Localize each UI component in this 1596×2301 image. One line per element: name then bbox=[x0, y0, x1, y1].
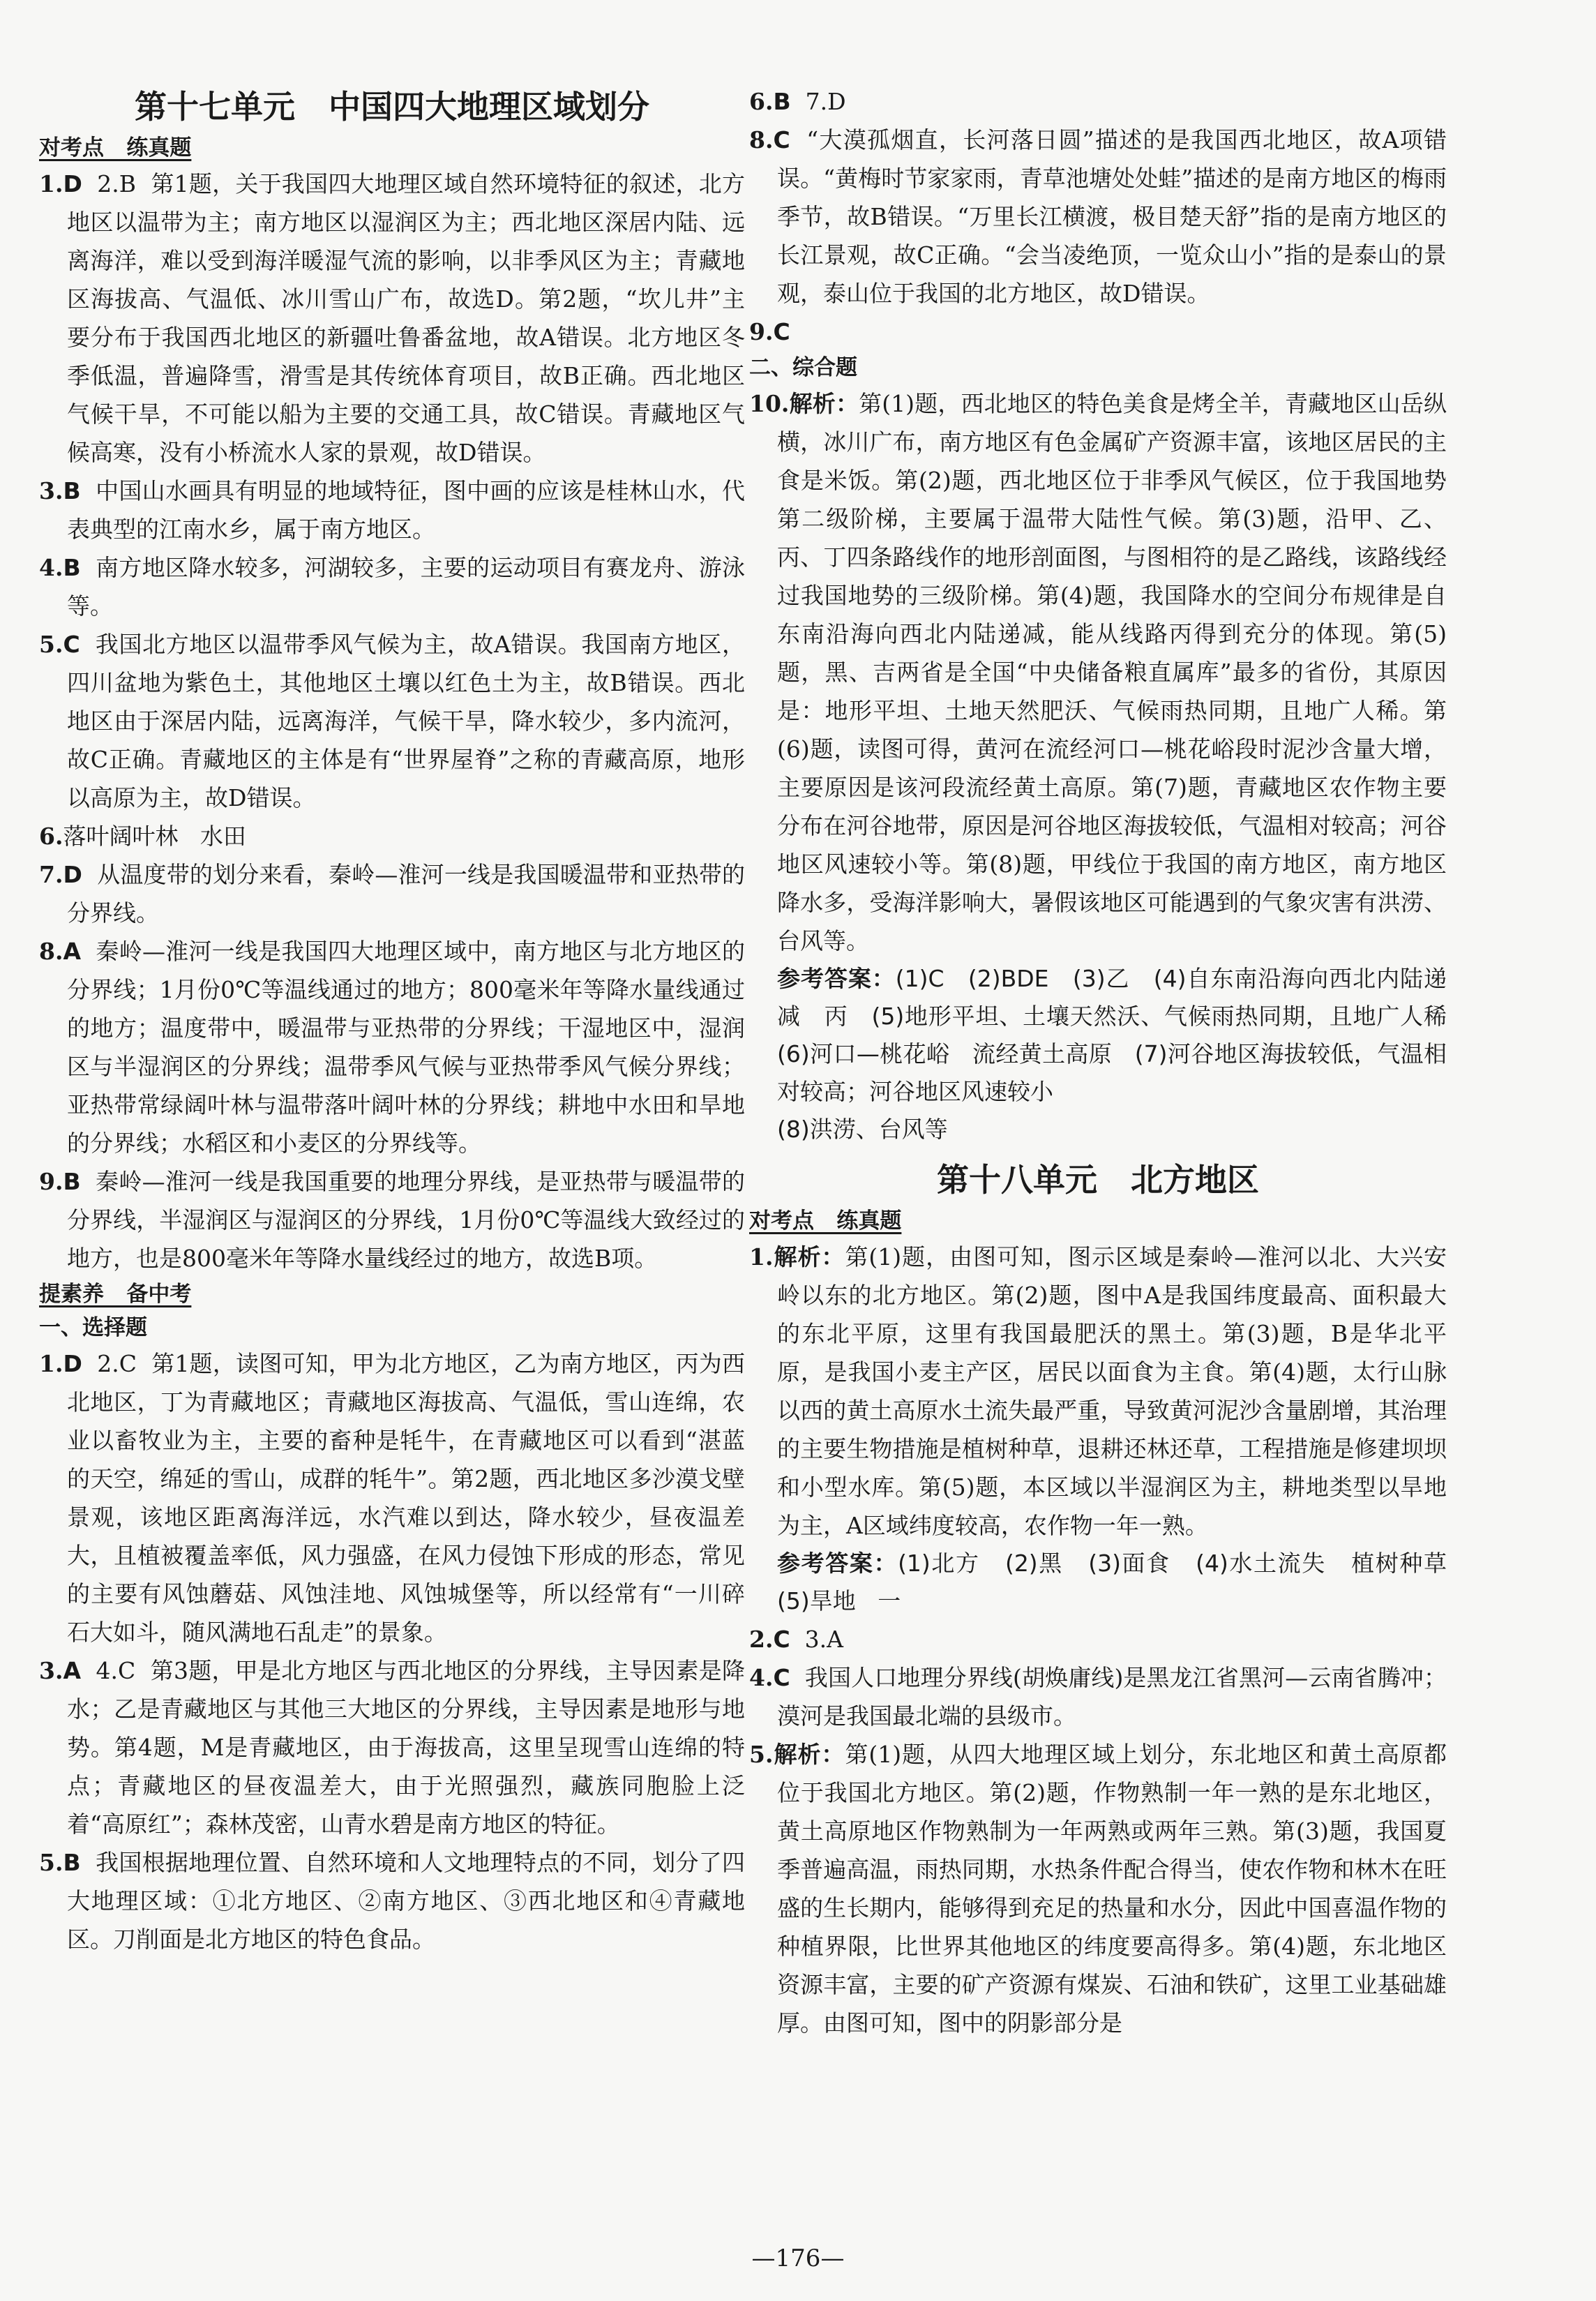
right-column bbox=[749, 82, 1469, 2042]
item-number: 3. bbox=[39, 1657, 63, 1684]
answer-list bbox=[749, 1238, 1447, 1545]
item-number: 5. bbox=[39, 631, 63, 658]
answer-item bbox=[39, 1651, 745, 1843]
item-text: 我国人口地理分界线(胡焕庸线)是黑龙江省黑河—云南省腾冲；漠河是我国最北端的县级市。 bbox=[777, 1664, 1447, 1730]
section-heading: 对考点 练真题 bbox=[39, 135, 192, 160]
reference-answer bbox=[749, 960, 1447, 1148]
section-heading: 对考点 练真题 bbox=[749, 1208, 902, 1234]
item-answer: B bbox=[63, 477, 81, 504]
unit-17-title: 第十七单元 中国四大地理区域划分 bbox=[134, 88, 650, 126]
item-answer: D bbox=[63, 170, 82, 197]
answer-item bbox=[749, 82, 1447, 121]
item-text: “大漠孤烟直，长河落日圆”描述的是我国西北地区，故A项错误。“黄梅时节家家雨，青草池塘处处蛙”描述的是南方地区的梅雨季节，故B错误。“万里长江横渡，极目楚天舒”指的是南方地区的长江景观，故C正确。“会当凌绝顶，一览众山小”指的是泰山的景观，泰山位于我国的北方地区，故D错误。 bbox=[777, 126, 1447, 307]
reference-answer bbox=[749, 1545, 1469, 1620]
item-number: 6. bbox=[749, 88, 774, 115]
item-number: 4. bbox=[39, 554, 63, 581]
item-text: 第(1)题，由图可知，图示区域是秦岭—淮河以北、大兴安岭以东的北方地区。第(2)题，图中A是我国纬度最高、面积最大的东北平原，这里有我国最肥沃的黑土。第(3)题，B是华北平原，是我国小麦主产区，居民以面食为主食。第(4)题，太行山脉以西的黄土高原水土流失最严重，导致黄河泥沙含量剧增，其治理的主要生物措施是植树种草，退耕还林还草，工程措施是修建坝坝和小型水库。第(5)题，本区域以半湿润区为主，耕地类型以旱地为主，A区域纬度较高，农作物一年一熟。 bbox=[777, 1243, 1447, 1539]
item-number: 7. bbox=[39, 861, 63, 888]
item-answer: A bbox=[63, 938, 81, 965]
section-heading: 二、综合题 bbox=[749, 355, 857, 380]
item-answer: B bbox=[63, 1849, 81, 1876]
item-text: 中国山水画具有明显的地域特征，图中画的应该是桂林山水，代表典型的江南水乡，属于南方地区。 bbox=[67, 477, 745, 543]
answer-item bbox=[39, 1162, 745, 1277]
item-text: 南方地区降水较多，河湖较多，主要的运动项目有赛龙舟、游泳等。 bbox=[67, 554, 745, 620]
item-text: 3.A bbox=[790, 1626, 843, 1653]
item-answer: 解析： bbox=[773, 1243, 845, 1271]
answer-item bbox=[749, 1658, 1447, 1735]
section-heading: 一、选择题 bbox=[39, 1315, 147, 1340]
answer-item bbox=[749, 1735, 1447, 2042]
item-text: 2.B 第1题，关于我国四大地理区域自然环境特征的叙述，北方地区以温带为主；南方地区以湿润区为主；西北地区深居内陆、远离海洋，难以受到海洋暖湿气流的影响，以非季风区为主；青藏地区海拔高、气温低、冰川雪山广布，故选D。第2题，“坎儿井”主要分布于我国西北地区的新疆吐鲁番盆地，故A错误。北方地区冬季低温，普遍降雪，滑雪是其传统体育项目，故B正确。西北地区气候干旱，不可能以船为主要的交通工具，故C错误。青藏地区气候高寒，没有小桥流水人家的景观，故D错误。 bbox=[67, 170, 745, 466]
item-number: 8. bbox=[749, 126, 774, 153]
answer-item bbox=[39, 548, 745, 625]
item-answer: C bbox=[773, 318, 790, 345]
answer-list bbox=[749, 82, 1447, 351]
item-answer: C bbox=[773, 1664, 790, 1691]
answer-list bbox=[39, 165, 745, 1277]
answer-item bbox=[39, 932, 745, 1162]
section-heading: 提素养 备中考 bbox=[39, 1282, 192, 1307]
unit-18-title: 第十八单元 北方地区 bbox=[936, 1161, 1260, 1199]
item-text: 4.C 第3题，甲是北方地区与西北地区的分界线，主导因素是降水；乙是青藏地区与其他三大地区的分界线，主导因素是地形与地势。第4题，M是青藏地区，由于海拔高，这里呈现雪山连绵的特点；青藏地区的昼夜温差大，由于光照强烈，藏族同胞脸上泛着“高原红”；森林茂密，山青水碧是南方地区的特征。 bbox=[67, 1657, 745, 1838]
item-number: 1. bbox=[39, 170, 63, 197]
page-number: —176— bbox=[751, 2244, 845, 2272]
answer-list bbox=[749, 1620, 1447, 2042]
item-number: 9. bbox=[39, 1168, 63, 1195]
item-number: 8. bbox=[39, 938, 63, 965]
item-answer: 解析： bbox=[789, 390, 859, 417]
item-text: 从温度带的划分来看，秦岭—淮河一线是我国暖温带和亚热带的分界线。 bbox=[67, 861, 745, 927]
item-answer: C bbox=[63, 631, 80, 658]
item-text: 7.D bbox=[790, 88, 846, 115]
item-text: 秦岭—淮河一线是我国四大地理区域中，南方地区与北方地区的分界线；1月份0℃等温线通过的地方；800毫米年等降水量线通过的地方；温度带中，暖温带与亚热带的分界线；干湿地区中，湿润区与半湿润区的分界线；温带季风气候与亚热带季风气候分界线；亚热带常绿阔叶林与温带落叶阔叶林的分界线；耕地中水田和旱地的分界线；水稻区和小麦区的分界线等。 bbox=[67, 938, 745, 1157]
answer-item bbox=[749, 384, 1447, 960]
item-answer: A bbox=[63, 1657, 81, 1684]
item-text: 第(1)题，西北地区的特色美食是烤全羊，青藏地区山岳纵横，冰川广布，南方地区有色金属矿产资源丰富，该地区居民的主食是米饭。第(2)题，西北地区位于非季风气候区，位于我国地势第二级阶梯，主要属于温带大陆性气候。第(3)题，沿甲、乙、丙、丁四条路线作的地形剖面图，与图相符的是乙路线，该路线经过我国地势的三级阶梯。第(4)题，我国降水的空间分布规律是自东南沿海向西北内陆递减，能从线路丙得到充分的体现。第(5)题，黑、吉两省是全国“中央储备粮直属库”最多的省份，其原因是：地形平坦、土地天然肥沃、气候雨热同期，且地广人稀。第(6)题，读图可得，黄河在流经河口—桃花峪段时泥沙含量大增，主要原因是该河段流经黄土高原。第(7)题，青藏地区农作物主要分布在河谷地带，原因是河谷地区海拔较低，气温相对较高；河谷地区风速较小等。第(8)题，甲线位于我国的南方地区，南方地区降水多，受海洋影响大，暑假该地区可能遇到的气象灾害有洪涝、台风等。 bbox=[777, 390, 1447, 954]
answer-list bbox=[39, 1344, 745, 1958]
item-answer: C bbox=[773, 126, 790, 153]
item-answer: C bbox=[773, 1626, 790, 1653]
answer-item bbox=[39, 817, 745, 855]
item-number: 1. bbox=[749, 1243, 774, 1271]
answer-item bbox=[39, 472, 745, 548]
reference-answer-label: 参考答案： bbox=[777, 965, 896, 992]
item-text: 秦岭—淮河一线是我国重要的地理分界线，是亚热带与暖温带的分界线，半湿润区与湿润区的分界线，1月份0℃等温线大致经过的地方，也是800毫米年等降水量线经过的地方，故选B项。 bbox=[67, 1168, 745, 1272]
item-text: 落叶阔叶林 水田 bbox=[63, 823, 246, 850]
answer-item bbox=[39, 1344, 745, 1651]
answer-item bbox=[39, 855, 745, 932]
item-number: 1. bbox=[39, 1350, 63, 1377]
item-answer: 解析： bbox=[773, 1741, 845, 1768]
item-number: 5. bbox=[749, 1741, 774, 1768]
item-number: 6. bbox=[39, 823, 63, 850]
item-number: 4. bbox=[749, 1664, 774, 1691]
item-number: 10. bbox=[749, 390, 790, 417]
answer-item bbox=[749, 1238, 1447, 1545]
item-answer: B bbox=[63, 1168, 81, 1195]
item-answer: B bbox=[63, 554, 81, 581]
item-text: 2.C 第1题，读图可知，甲为北方地区，乙为南方地区，丙为西北地区，丁为青藏地区；青藏地区海拔高、气温低，雪山连绵，农业以畜牧业为主，主要的畜种是牦牛，在青藏地区可以看到“湛蓝的天空，绵延的雪山，成群的牦牛”。第2题，西北地区多沙漠戈壁景观，该地区距离海洋远，水汽难以到达，降水较少，昼夜温差大，且植被覆盖率低，风力强盛，在风力侵蚀下形成的形态，常见的主要有风蚀蘑菇、风蚀洼地、风蚀城堡等，所以经常有“一川碎石大如斗，随风满地石乱走”的景象。 bbox=[67, 1350, 745, 1646]
item-answer: D bbox=[63, 1350, 82, 1377]
item-answer: B bbox=[773, 88, 791, 115]
answer-item bbox=[749, 121, 1447, 313]
answer-item bbox=[749, 313, 1447, 351]
item-number: 3. bbox=[39, 477, 63, 504]
reference-answer-text: (1)北方 (2)黑 (3)面食 (4)水土流失 植树种草 (5)旱地 一 bbox=[777, 1550, 1469, 1614]
answer-item bbox=[39, 625, 745, 817]
item-text: 我国根据地理位置、自然环境和人文地理特点的不同，划分了四大地理区域：①北方地区、②南方地区、③西北地区和④青藏地区。刀削面是北方地区的特色食品。 bbox=[67, 1849, 745, 1953]
left-column bbox=[39, 82, 745, 1958]
answer-item bbox=[749, 1620, 1447, 1658]
answer-item bbox=[39, 1843, 745, 1958]
item-number: 2. bbox=[749, 1626, 774, 1653]
reference-answer-text: (1)C (2)BDE (3)乙 (4)自东南沿海向西北内陆递减 丙 (5)地形平坦、土壤天然沃、气候雨热同期，且地广人稀 (6)河口—桃花峪 流经黄土高原 (7)河谷地区海拔较低，气温相对较高；河谷地区风速较小 (8)洪涝、台风等 bbox=[777, 965, 1447, 1143]
item-text: 我国北方地区以温带季风气候为主，故A错误。我国南方地区，四川盆地为紫色土，其他地区土壤以红色土为主，故B错误。西北地区由于深居内陆，远离海洋，气候干旱，降水较少，多内流河，故C正确。青藏地区的主体是有“世界屋脊”之称的青藏高原，地形以高原为主，故D错误。 bbox=[67, 631, 745, 811]
item-number: 9. bbox=[749, 318, 774, 345]
item-text: 第(1)题，从四大地理区域上划分，东北地区和黄土高原都位于我国北方地区。第(2)题，作物熟制一年一熟的是东北地区，黄土高原地区作物熟制为一年两熟或两年三熟。第(3)题，我国夏季普遍高温，雨热同期，水热条件配合得当，使农作物和林木在旺盛的生长期内，能够得到充足的热量和水分，因此中国喜温作物的种植界限，比世界其他地区的纬度要高得多。第(4)题，东北地区资源丰富，主要的矿产资源有煤炭、石油和铁矿，这里工业基础雄厚。由图可知，图中的阴影部分是 bbox=[777, 1741, 1447, 2037]
answer-list bbox=[749, 384, 1447, 960]
item-answer: D bbox=[63, 861, 82, 888]
answer-item bbox=[39, 165, 745, 472]
item-number: 5. bbox=[39, 1849, 63, 1876]
reference-answer-label: 参考答案： bbox=[777, 1550, 898, 1577]
